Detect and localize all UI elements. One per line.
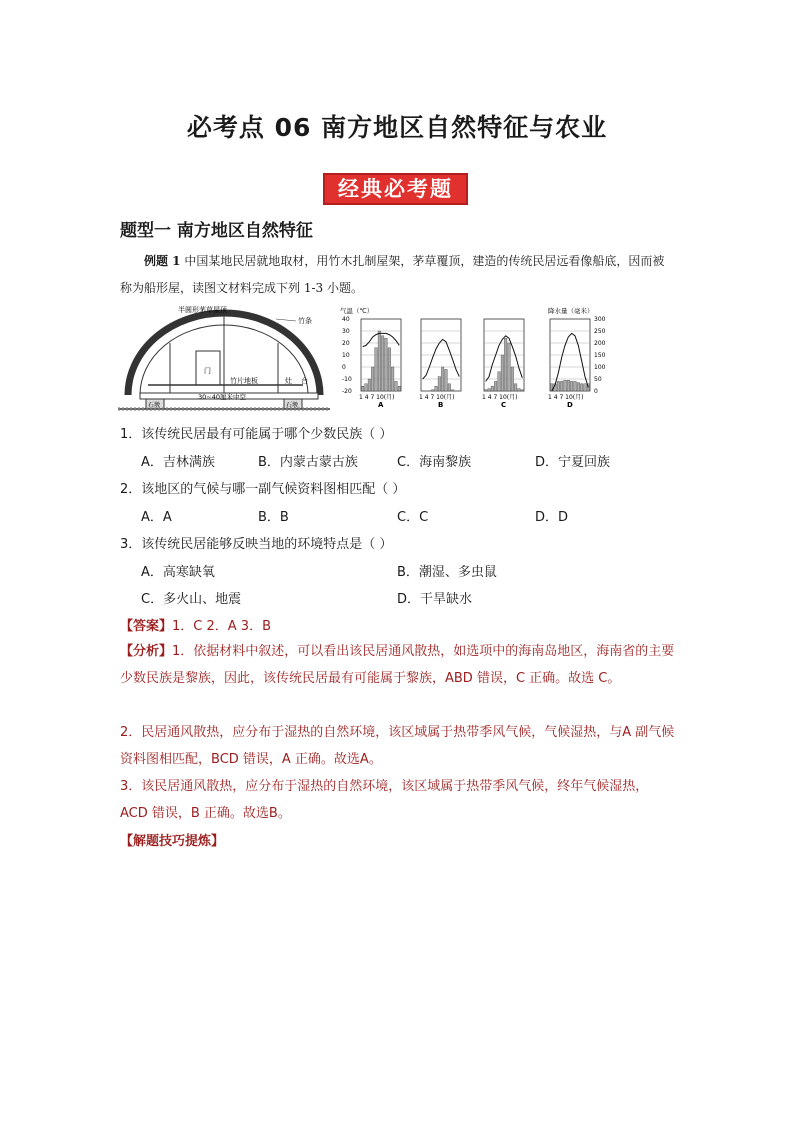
precip-bar [441, 367, 444, 391]
example-figure [118, 303, 613, 415]
q1-option-a: A．吉林满族 [141, 455, 215, 470]
roof-label: 半圆形茅草屋顶 [178, 306, 227, 314]
precip-bar [511, 367, 514, 391]
precip-bar [514, 384, 517, 391]
q3-option-c: C．多火山、地震 [141, 592, 242, 607]
analysis-p3: 3．该民居通风散热，应分布于湿热的自然环境，该区域属于热带季风气候，终年气候湿热，ACD 错误，B 正确。故选B。 [120, 779, 649, 821]
precip-bar [395, 381, 398, 391]
precip-bar [365, 384, 368, 391]
q2-option-b: B．B [258, 510, 289, 525]
analysis-p1-text: 1．依据材料中叙述，可以看出该民居通风散热，如选项中的海南岛地区，海南省的主要少数民族是黎族，因此，该传统民居最有可能属于黎族，ABD 错误，C 正确。故选 C。 [120, 644, 675, 686]
climate-panel-label: A [378, 401, 384, 409]
month-tick-label: 1 4 7 10(月) [359, 394, 395, 401]
precip-bar [368, 379, 371, 391]
q2-stem: 2．该地区的气候与哪一副气候资料图相匹配（ ） [120, 482, 406, 497]
answer-line [120, 615, 271, 634]
temp-tick-label: 0 [342, 364, 346, 371]
floor-label: 竹片地板 [230, 377, 258, 385]
temp-tick-label: 40 [342, 316, 350, 323]
precip-tick-label: 250 [594, 328, 606, 335]
stove-label: 灶 [285, 377, 292, 385]
precip-bar [484, 390, 487, 391]
answer-label: 【答案】 [120, 619, 173, 634]
precip-bar [435, 386, 438, 391]
precip-bar [431, 390, 434, 391]
example-intro [120, 248, 676, 302]
analysis-label: 【分析】 [120, 644, 173, 659]
precip-bar [388, 348, 391, 391]
precip-bar [498, 372, 501, 391]
precip-tick-label: 300 [594, 316, 606, 323]
climate-charts [340, 306, 606, 409]
precip-bar [451, 390, 454, 391]
precip-bar [560, 381, 563, 391]
precip-bar [445, 369, 448, 391]
q2-option-a: A．A [141, 510, 172, 525]
precip-bar [381, 336, 384, 391]
precip-tick-label: 100 [594, 364, 606, 371]
precip-bar [371, 367, 374, 391]
platform-label: 台 [301, 377, 308, 385]
q1-option-c: C．海南黎族 [397, 455, 472, 470]
month-tick-label: 1 4 7 10(月) [482, 394, 518, 401]
q1-option-d: D．宁夏回族 [535, 455, 611, 470]
precip-bar [580, 384, 583, 391]
precip-bar [385, 338, 388, 391]
temp-tick-label: 10 [342, 352, 350, 359]
climate-panel-label: D [567, 401, 573, 409]
precip-bar [391, 367, 394, 391]
door-label: 门 [204, 367, 211, 375]
precip-bar [518, 389, 521, 391]
precip-bar [574, 381, 577, 391]
analysis-p1 [120, 638, 676, 692]
strip-label: 竹条 [298, 317, 312, 325]
precip-tick-label: 200 [594, 340, 606, 347]
house-diagram [118, 305, 330, 409]
precip-bar [504, 338, 507, 391]
precip-bar [564, 380, 567, 391]
precip-bar [577, 383, 580, 391]
month-tick-label: 1 4 7 10(月) [548, 394, 584, 401]
precip-bar [557, 381, 560, 391]
banner-label: 经典必考题 [338, 177, 453, 201]
precip-bar [521, 390, 524, 391]
left-base-label: 石墩 [148, 402, 161, 409]
analysis-p2: 2．民居通风散热，应分布于湿热的自然环境，该区域属于热带季风气候，气候湿热，与A 副气候资料图相匹配，BCD 错误，A 正确。故选A。 [120, 725, 675, 767]
precip-tick-label: 0 [594, 388, 598, 395]
month-tick-label: 1 4 7 10(月) [419, 394, 455, 401]
precip-axis-label: 降水量（毫米） [548, 307, 594, 315]
temp-axis-label: 气温（℃） [340, 307, 374, 315]
section-heading: 题型一 南方地区自然特征 [120, 221, 313, 241]
climate-panel-label: B [438, 401, 444, 409]
temp-tick-label: 20 [342, 340, 350, 347]
example-text: 中国某地民居就地取材，用竹木扎制屋架，茅草覆顶，建造的传统民居远看像船底，因而被称为船形屋，读图文材料完成下列 1-3 小题。 [120, 254, 665, 295]
page-title: 必考点 06 南方地区自然特征与农业 [186, 113, 608, 142]
beam-label: 30~40厘米中空 [198, 393, 246, 401]
precip-bar [448, 384, 451, 391]
precip-bar [494, 381, 497, 391]
q1-option-b: B．内蒙古蒙古族 [258, 455, 358, 470]
q3-option-d: D．干旱缺水 [397, 592, 473, 607]
temp-tick-label: -20 [342, 388, 352, 395]
climate-panel-label: C [501, 401, 507, 409]
precip-bar [584, 384, 587, 391]
q2-option-c: C．C [397, 510, 429, 525]
q3-option-b: B．潮湿、多虫鼠 [397, 565, 497, 580]
precip-bar [488, 389, 491, 391]
example-lead: 例题 1 [144, 254, 181, 268]
answer-text: 1．C 2．A 3．B [172, 619, 271, 634]
precip-bar [361, 386, 364, 391]
precip-bar [378, 331, 381, 391]
precip-tick-label: 50 [594, 376, 602, 383]
precip-bar [567, 380, 570, 391]
q1-stem: 1．该传统民居最有可能属于哪个少数民族（ ） [120, 427, 393, 442]
classic-question-banner [323, 173, 468, 205]
precip-tick-label: 150 [594, 352, 606, 359]
right-base-label: 石墩 [286, 402, 299, 409]
precip-bar [491, 386, 494, 391]
precip-bar [570, 381, 573, 391]
q2-option-d: D．D [535, 510, 569, 525]
temp-tick-label: -10 [342, 376, 352, 383]
precip-bar [501, 355, 504, 391]
q3-option-a: A．高寒缺氧 [141, 565, 215, 580]
precip-bar [508, 343, 511, 391]
tips-heading: 【解题技巧提炼】 [120, 834, 225, 849]
precip-bar [398, 386, 401, 391]
precip-bar [375, 348, 378, 391]
q3-stem: 3．该传统民居能够反映当地的环境特点是（ ） [120, 537, 393, 552]
precip-bar [438, 377, 441, 391]
temp-tick-label: 30 [342, 328, 350, 335]
